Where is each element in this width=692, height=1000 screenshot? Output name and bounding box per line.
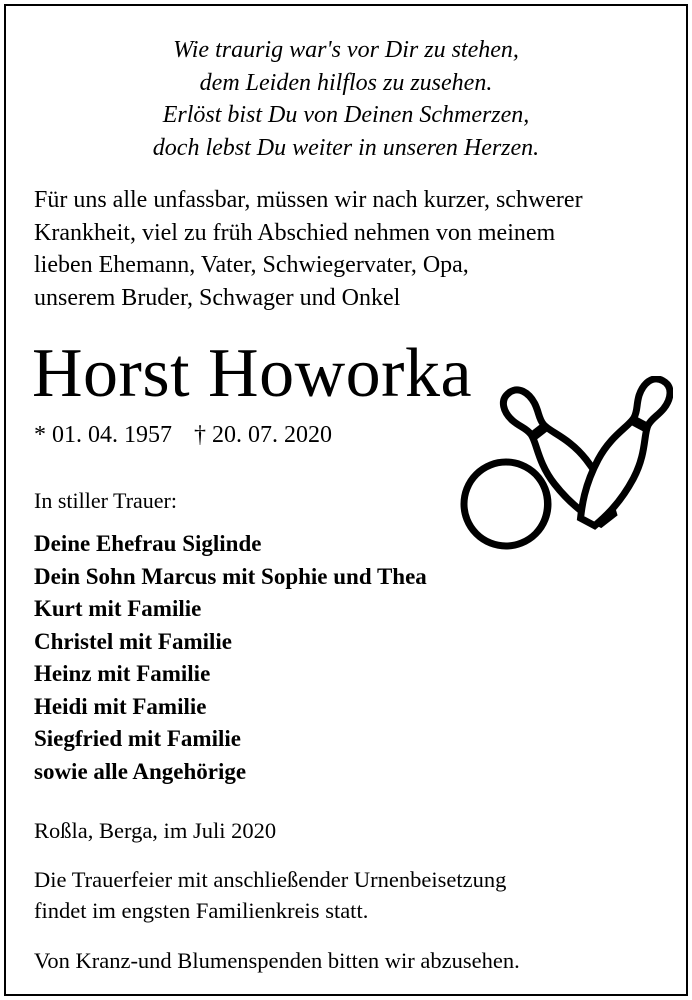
mourners-list <box>34 528 427 788</box>
death-date: † 20. 07. 2020 <box>194 422 332 448</box>
deceased-name: Horst Howorka <box>32 335 473 412</box>
poem <box>6 34 686 164</box>
mourner-entry: Heinz mit Familie <box>34 661 211 686</box>
wreath-note: Von Kranz-und Blumenspenden bitten wir abzusehen. <box>34 948 520 973</box>
mourner-entry: Kurt mit Familie <box>34 596 202 621</box>
place-and-date: Roßla, Berga, im Juli 2020 <box>34 818 277 843</box>
ceremony-note <box>34 864 506 926</box>
life-dates <box>34 419 332 451</box>
intro-line: Krankheit, viel zu früh Abschied nehmen von meinem <box>34 219 556 246</box>
poem-line: doch lebst Du weiter in unseren Herzen. <box>152 134 540 161</box>
poem-line: Erlöst bist Du von Deinen Schmerzen, <box>162 102 530 128</box>
mourner-entry: sowie alle Angehörige <box>34 758 247 784</box>
obituary-card <box>4 4 688 996</box>
intro-line: lieben Ehemann, Vater, Schwiegervater, Opa, <box>34 252 469 278</box>
mourner-entry: Dein Sohn Marcus mit Sophie und Thea <box>34 563 427 589</box>
poem-line: Wie traurig war's vor Dir zu stehen, <box>173 37 519 63</box>
intro-text <box>34 184 674 314</box>
ceremony-line: Die Trauerfeier mit anschließender Urnenbeisetzung <box>34 867 507 892</box>
mourner-entry: Christel mit Familie <box>34 628 233 654</box>
bowling-pins-and-ball-icon <box>458 376 673 561</box>
mourner-entry: Deine Ehefrau Siglinde <box>34 531 262 556</box>
mourning-label: In stiller Trauer: <box>34 488 177 513</box>
ceremony-line: findet im engsten Familienkreis statt. <box>34 898 369 923</box>
intro-line: Für uns alle unfassbar, müssen wir nach kurzer, schwerer <box>34 187 583 213</box>
intro-line: unserem Bruder, Schwager und Onkel <box>34 284 401 311</box>
mourner-entry: Heidi mit Familie <box>34 693 207 719</box>
mourner-entry: Siegfried mit Familie <box>34 726 241 751</box>
birth-date: * 01. 04. 1957 <box>34 422 172 448</box>
poem-line: dem Leiden hilflos zu zusehen. <box>199 69 493 96</box>
